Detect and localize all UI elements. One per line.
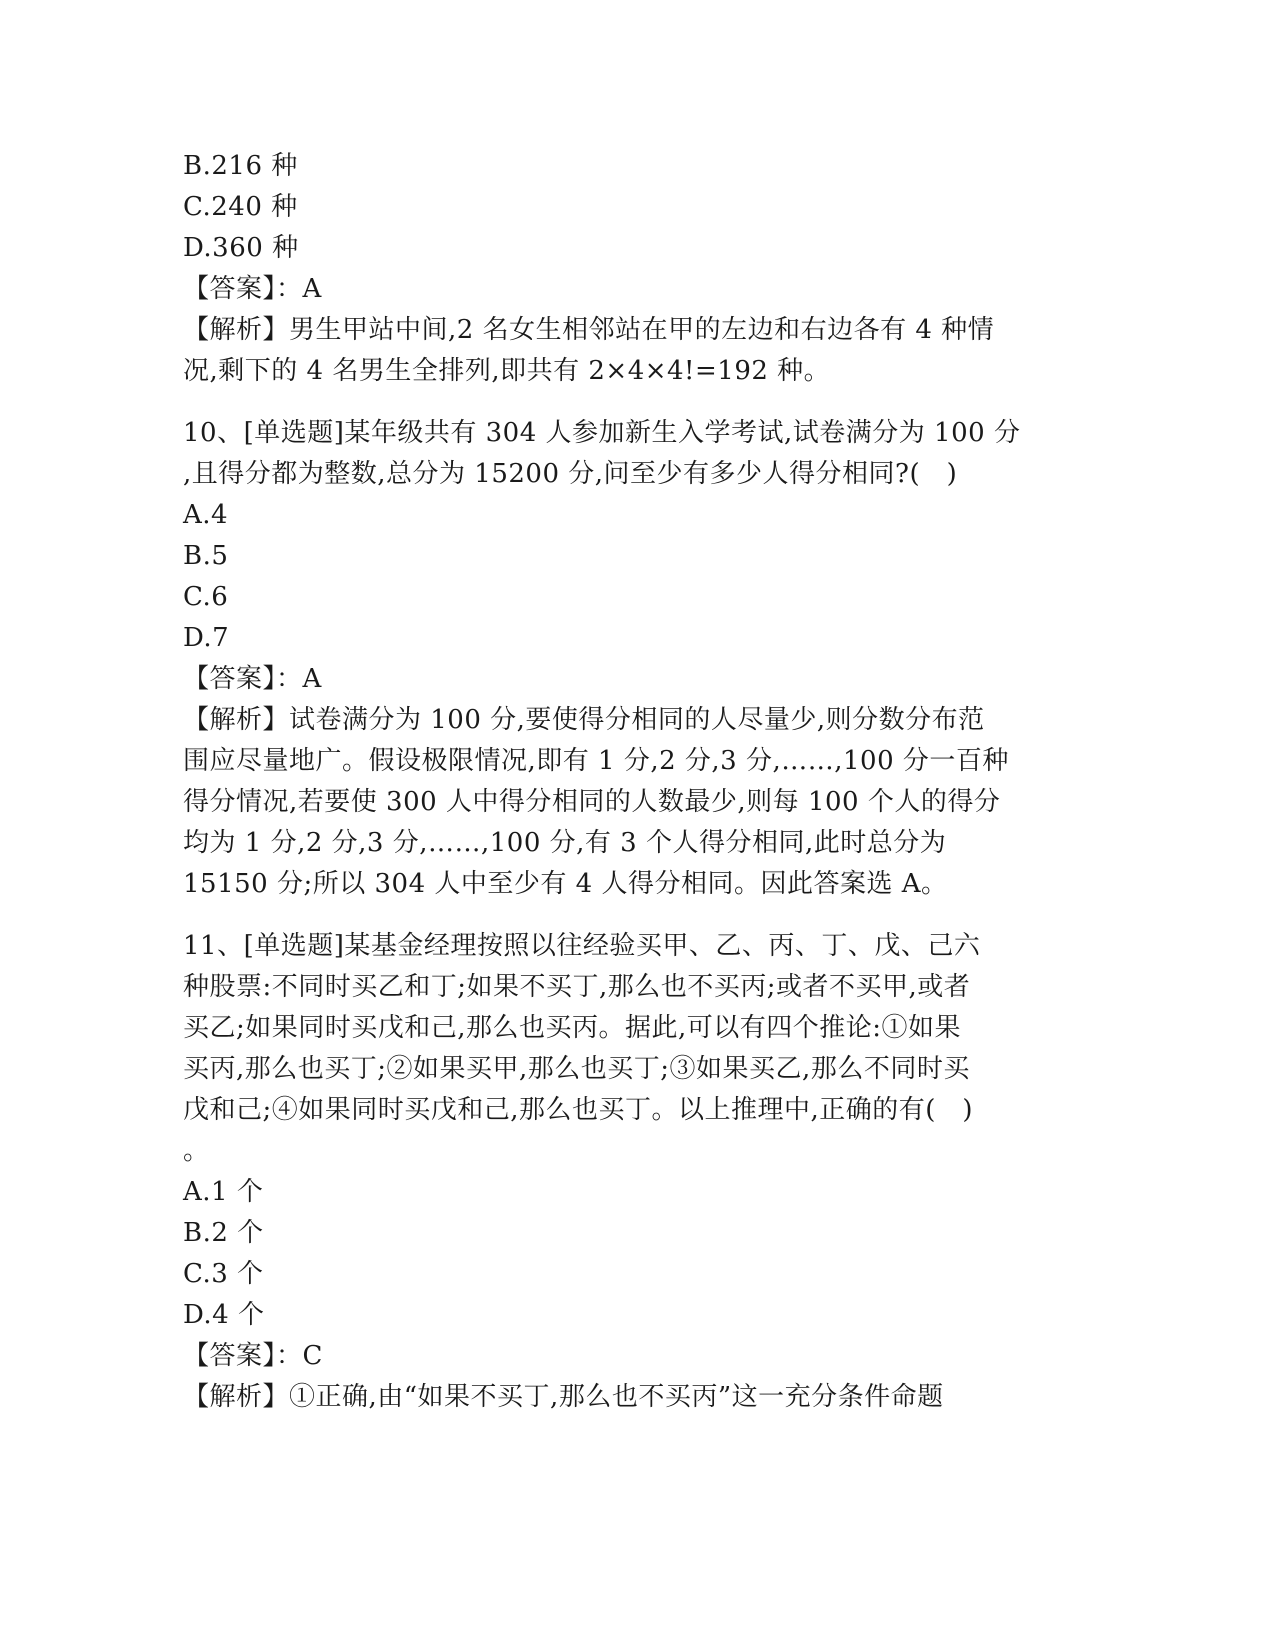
option-c: C.240 种 (183, 192, 298, 222)
analysis-line: 15150 分;所以 304 人中至少有 4 人得分相同。因此答案选 A。 (183, 869, 948, 899)
question-stem: 买乙;如果同时买戊和己,那么也买丙。据此,可以有四个推论:①如果 (183, 1013, 962, 1043)
option-c: C.3 个 (183, 1259, 264, 1289)
answer-line: 【答案】：A (183, 664, 322, 694)
question-stem: 买丙,那么也买丁;②如果买甲,那么也买丁;③如果买乙,那么不同时买 (183, 1054, 970, 1084)
option-d: D.7 (183, 623, 230, 653)
option-d: D.360 种 (183, 233, 299, 263)
question-stem: 戊和己;④如果同时买戊和己,那么也买丁。以上推理中,正确的有( ) (183, 1095, 974, 1125)
analysis-line: 【解析】①正确,由“如果不买丁,那么也不买丙”这一充分条件命题 (183, 1382, 944, 1412)
document-page (183, 146, 1083, 1418)
analysis-line: 况,剩下的 4 名男生全排列,即共有 2×4×4!=192 种。 (183, 356, 831, 386)
question-10 (183, 413, 1083, 905)
option-a: A.1 个 (183, 1177, 264, 1207)
analysis-line: 均为 1 分,2 分,3 分,……,100 分,有 3 个人得分相同,此时总分为 (183, 828, 947, 858)
option-c: C.6 (183, 582, 229, 612)
question-stem: 11、[单选题]某基金经理按照以往经验买甲、乙、丙、丁、戊、己六 (183, 931, 981, 961)
option-a: A.4 (183, 500, 229, 530)
question-stem: 。 (183, 1136, 210, 1166)
analysis-line: 【解析】试卷满分为 100 分,要使得分相同的人尽量少,则分数分布范 (183, 705, 985, 735)
question-9 (183, 146, 1083, 392)
analysis-line: 【解析】男生甲站中间,2 名女生相邻站在甲的左边和右边各有 4 种情 (183, 315, 995, 345)
answer-line: 【答案】：A (183, 274, 322, 304)
option-b: B.5 (183, 541, 229, 571)
option-b: B.2 个 (183, 1218, 264, 1248)
question-stem: 种股票:不同时买乙和丁;如果不买丁,那么也不买丙;或者不买甲,或者 (183, 972, 971, 1002)
question-stem: ,且得分都为整数,总分为 15200 分,问至少有多少人得分相同?( ) (183, 459, 958, 489)
analysis-line: 得分情况,若要使 300 人中得分相同的人数最少,则每 100 个人的得分 (183, 787, 1001, 817)
option-d: D.4 个 (183, 1300, 265, 1330)
question-11 (183, 926, 1083, 1418)
option-b: B.216 种 (183, 151, 298, 181)
question-stem: 10、[单选题]某年级共有 304 人参加新生入学考试,试卷满分为 100 分 (183, 418, 1021, 448)
answer-line: 【答案】：C (183, 1341, 323, 1371)
analysis-line: 围应尽量地广。假设极限情况,即有 1 分,2 分,3 分,……,100 分一百种 (183, 746, 1009, 776)
